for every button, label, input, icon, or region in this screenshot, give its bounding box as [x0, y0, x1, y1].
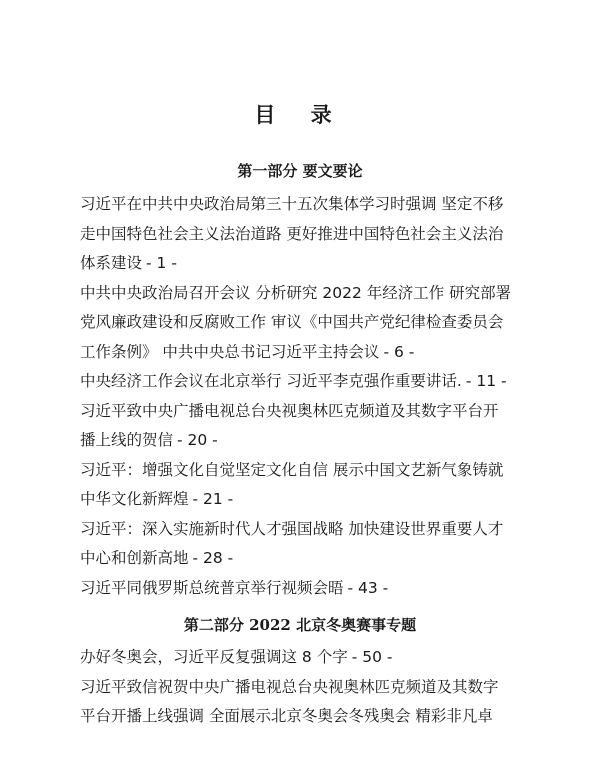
toc-entry[interactable] — [80, 397, 521, 456]
toc-entry-last-line — [80, 338, 521, 368]
toc-entry-last-line — [80, 485, 521, 515]
toc-entry-text: 中共中央政治局召开会议 分析研究 2022 年经济工作 研究部署 — [80, 283, 512, 302]
toc-entry-text: 习近平：增强文化自觉坚定文化自信 展示中国文艺新气象铸就 — [80, 460, 504, 479]
toc-entry-text: 工作条例》 中共中央总书记习近平主持会议 — [80, 342, 380, 361]
toc-entry[interactable] — [80, 190, 521, 279]
toc-entry-last-line — [80, 367, 521, 397]
toc-entry-text: 习近平同俄罗斯总统普京举行视频会晤 — [80, 578, 344, 597]
toc-entry-text: 中央经济工作会议在北京举行 习近平李克强作重要讲话. — [80, 372, 462, 390]
toc-title: 目 录 — [254, 102, 346, 127]
toc-entry-text: 中心和创新高地 — [80, 549, 189, 567]
toc-entry-text: 平台开播上线强调 全面展示北京冬奥会冬残奥会 精彩非凡卓 — [80, 707, 493, 725]
toc-entry-text: 习近平在中共中央政治局第三十五次集体学习时强调 坚定不移 — [80, 195, 504, 213]
part-1-heading: 第一部分 要文要论 — [237, 162, 363, 180]
toc-entry-last-line — [80, 643, 521, 673]
toc-entry-text: 习近平致中央广播电视总台央视奥林匹克频道及其数字平台开 — [80, 401, 499, 420]
toc-entry[interactable] — [80, 673, 521, 732]
toc-entry[interactable] — [80, 456, 521, 515]
part-1-entries — [80, 190, 521, 603]
toc-entry[interactable] — [80, 515, 521, 574]
toc-entry-last-line — [80, 426, 521, 456]
toc-entry-text: 体系建设 — [80, 254, 143, 272]
part-2-heading: 第二部分 2022 北京冬奥赛事专题 — [183, 616, 417, 634]
toc-page-number: - 28 - — [192, 549, 234, 567]
part-2-entries — [80, 643, 521, 732]
toc-page-number: - 50 - — [351, 648, 393, 666]
toc-entry[interactable] — [80, 574, 521, 604]
toc-entry-last-line — [80, 574, 521, 604]
toc-entry-text: 办好冬奥会，习近平反复强调这 8 个字 — [80, 648, 348, 666]
toc-page-number: - 43 - — [347, 578, 389, 597]
toc-entry[interactable] — [80, 643, 521, 673]
toc-page-number: - 1 - — [146, 254, 177, 272]
toc-entry-last-line — [80, 249, 521, 279]
toc-entry-last-line — [80, 544, 521, 574]
toc-entry-text: 习近平致信祝贺中央广播电视总台央视奥林匹克频道及其数字 — [80, 677, 499, 696]
toc-entry[interactable] — [80, 367, 521, 397]
toc-page-number: - 6 - — [383, 342, 415, 361]
toc-entry-text: 党风廉政建设和反腐败工作 审议《中国共产党纪律检查委员会 — [80, 313, 504, 331]
toc-entry-text: 中华文化新辉煌 — [80, 490, 189, 508]
toc-entry-text: 走中国特色社会主义法治道路 更好推进中国特色社会主义法治 — [80, 224, 504, 243]
toc-page-number: - 21 - — [192, 490, 234, 508]
toc-entry[interactable] — [80, 279, 521, 368]
toc-page-number: - 11 - — [465, 372, 507, 390]
toc-entry-text: 播上线的贺信 — [80, 431, 174, 449]
toc-entry-text: 习近平：深入实施新时代人才强国战略 加快建设世界重要人才 — [80, 519, 504, 538]
toc-page-number: - 20 - — [177, 431, 218, 449]
